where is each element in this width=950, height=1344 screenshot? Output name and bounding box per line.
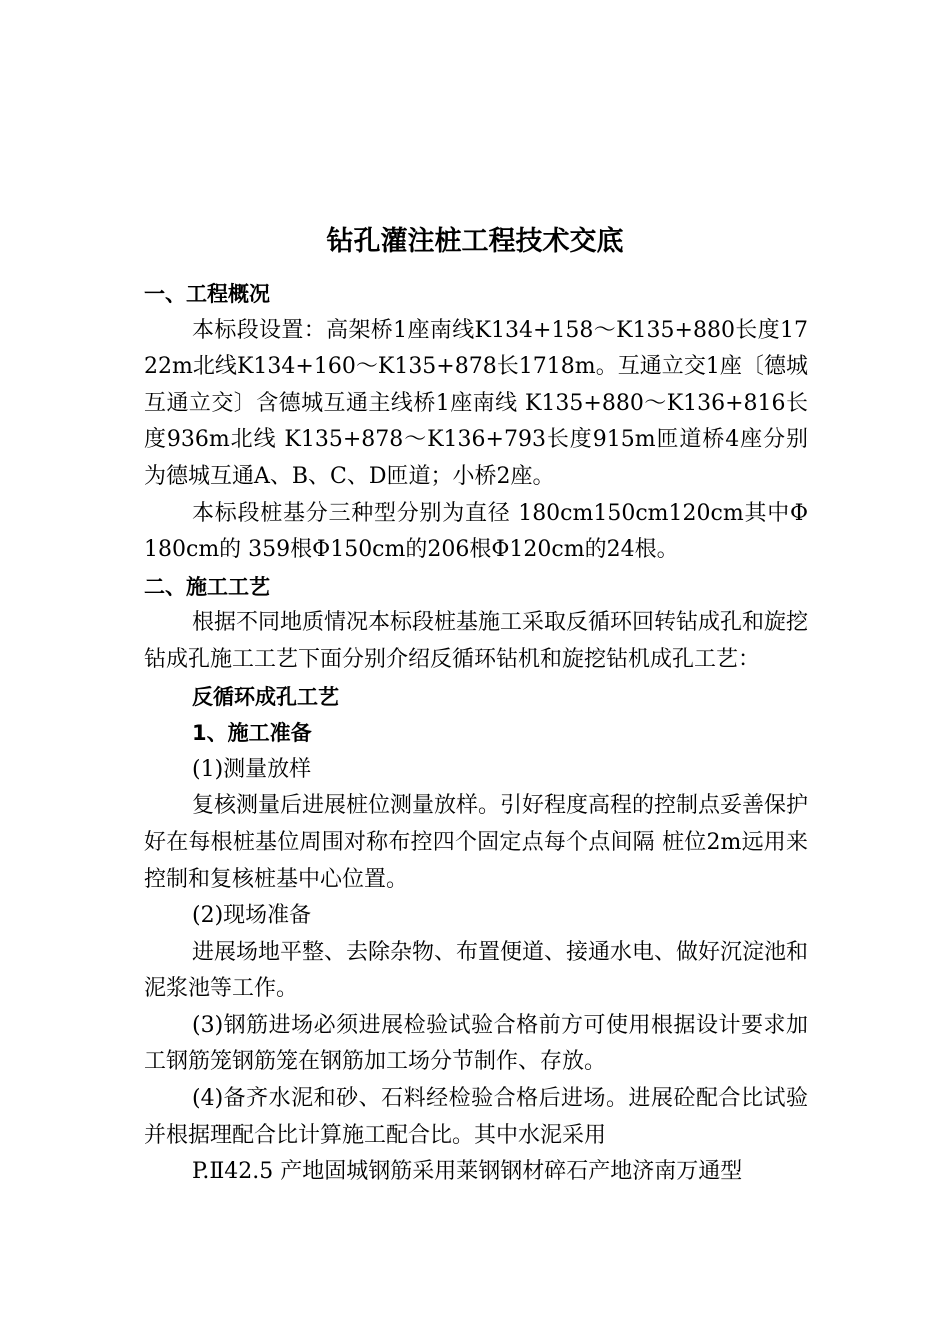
item-label-survey: (1)测量放样: [192, 756, 312, 782]
paragraph-process-1: 根据不同地质情况本标段桩基施工采取反循环回转钻成孔和旋挖钻成孔施工工艺下面分别介绍反循环钻机和旋挖钻机成孔工艺：: [144, 610, 809, 672]
item-text-survey: 复核测量后进展桩位测量放样。引好程度高程的控制点妥善保护好在每根桩基位周围对称布控四个固定点每个点间隔 桩位2m远用来控制和复核桩基中心位置。: [144, 793, 809, 892]
step-heading-preparation: 1、施工准备: [192, 721, 312, 746]
item-text-materials-continued: P.Ⅱ42.5 产地固城钢筋采用莱钢钢材碎石产地济南万通型: [192, 1159, 743, 1185]
paragraph-overview-2: 本标段桩基分三种型分别为直径 180cm150cm120cm其中Φ180cm的 359根Φ150cm的206根Φ120cm的24根。: [144, 500, 808, 563]
section-heading-process: 二、施工工艺: [144, 574, 270, 599]
item-label-site: (2)现场准备: [192, 903, 312, 929]
paragraph-overview-1: 本标段设置：高架桥1座南线K134+158～K135+880长度1722m北线K134+160～K135+878长1718m。互通立交1座〔德城互通立交〕含德城互通主线桥1座南线 K135+880～K136+816长度936m北线 K135+878～K136+793长度915m匝道桥4座分别为德城互通A、B、C、D匝道；小桥2座。: [144, 317, 808, 489]
subsection-heading-reverse-circulation: 反循环成孔工艺: [192, 684, 339, 709]
document-title: 钻孔灌注桩工程技术交底: [326, 226, 624, 257]
item-text-materials: (4)备齐水泥和砂、石料经检验合格后进场。进展砼配合比试验并根据理配合比计算施工配合比。其中水泥采用: [144, 1086, 808, 1148]
item-text-site: 进展场地平整、去除杂物、布置便道、接通水电、做好沉淀池和泥浆池等工作。: [144, 939, 809, 1002]
document-body: [144, 276, 808, 1191]
item-text-rebar: (3)钢筋进场必须进展检验试验合格前方可使用根据设计要求加工钢筋笼钢筋笼在钢筋加工场分节制作、存放。: [144, 1012, 808, 1075]
section-heading-overview: 一、工程概况: [144, 282, 270, 306]
